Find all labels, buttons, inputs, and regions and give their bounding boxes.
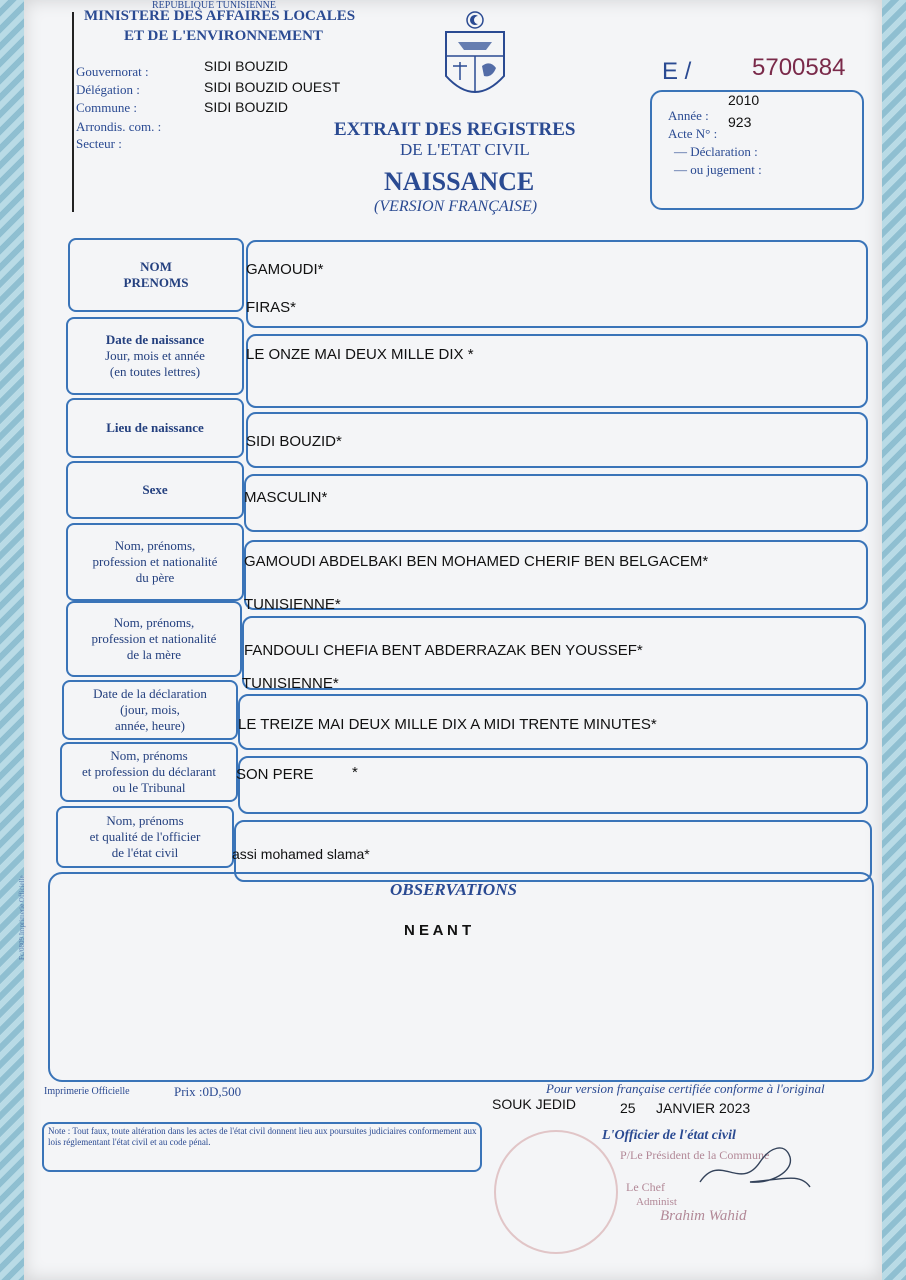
officier-label-box — [56, 806, 234, 868]
prix-label: Prix :0D,500 — [174, 1084, 242, 1099]
officier-value: assi mohamed slama* — [232, 846, 370, 862]
annee-label: Année : — [668, 108, 709, 123]
note-text: Note : Tout faux, toute altération dans les actes de l'état civil donnent lieu aux poursuites judiciaires conformement aux lois réglementant l'état civil et au code pénal. — [48, 1126, 477, 1147]
delegation-value: SIDI BOUZID OUEST — [204, 79, 341, 95]
sexe-value: MASCULIN* — [244, 489, 328, 506]
observations-title: OBSERVATIONS — [390, 880, 517, 899]
sexe-label-box — [66, 461, 244, 519]
declarant-value-box — [238, 756, 868, 814]
secteur-label: Secteur : — [76, 136, 122, 151]
declarant-label3: ou le Tribunal — [112, 780, 186, 795]
date-rest: JANVIER 2023 — [656, 1100, 751, 1116]
lieu-label: Lieu de naissance — [106, 420, 204, 435]
decl-value: LE TREIZE MAI DEUX MILLE DIX A MIDI TRENTE MINUTES* — [238, 716, 657, 733]
pere-label-box — [66, 523, 244, 601]
nom-label: NOM — [140, 259, 172, 274]
sexe-value-box — [244, 474, 868, 532]
ministry-line1: MINISTERE DES AFFAIRES LOCALES — [84, 8, 356, 24]
mere-nationality: TUNISIENNE* — [242, 675, 339, 692]
fold-line — [72, 12, 74, 212]
commune-label: Commune : — [76, 100, 138, 115]
declarant-label1: Nom, prénoms — [110, 748, 188, 763]
pere-label1: Nom, prénoms, — [114, 538, 196, 553]
declarant-label2: et profession du déclarant — [82, 764, 216, 779]
title-line1: EXTRAIT DES REGISTRES — [334, 119, 576, 140]
title-version: (VERSION FRANÇAISE) — [374, 198, 538, 215]
side-print: Fc/0809 Imprimerie Officielle — [18, 875, 26, 960]
gouvernorat-label: Gouvernorat : — [76, 64, 149, 79]
officier-label1: Nom, prénoms — [106, 813, 184, 828]
date-sublabel: Jour, mois et année — [105, 348, 205, 363]
lieu-value: SIDI BOUZID* — [246, 433, 342, 450]
acte-value: 923 — [728, 114, 752, 130]
jugement-label: — ou jugement : — [674, 162, 762, 177]
lieu-label-box — [66, 398, 244, 458]
nom-value: GAMOUDI* — [246, 261, 324, 278]
mere-label2: profession et nationalité — [91, 631, 217, 646]
pere-label3: du père — [135, 570, 175, 585]
mere-label1: Nom, prénoms, — [113, 615, 195, 630]
date-label: Date de naissance — [105, 332, 205, 347]
official-stamp-icon — [494, 1130, 618, 1254]
prenom-value: FIRAS* — [246, 299, 297, 316]
date-value: LE ONZE MAI DEUX MILLE DIX * — [246, 346, 474, 363]
decl-label1: Date de la déclaration — [93, 686, 207, 701]
sexe-label: Sexe — [142, 482, 168, 497]
declarant-value: SON PERE — [236, 766, 314, 783]
pere-value: GAMOUDI ABDELBAKI BEN MOHAMED CHERIF BEN BELGACEM* — [244, 553, 709, 570]
republic-label: REPUBLIQUE TUNISIENNE — [152, 0, 276, 11]
certified-label: Pour version française certifiée conforme à l'original — [546, 1081, 825, 1096]
stamp-line3: Administ — [636, 1196, 677, 1208]
arrondis-label: Arrondis. com. : — [76, 119, 162, 134]
stamp-line2: Le Chef — [626, 1180, 665, 1194]
nom-label-box — [68, 238, 244, 312]
officer-title: L'Officier de l'état civil — [602, 1128, 736, 1143]
observations-box — [48, 872, 874, 1082]
acte-label: Acte N° : — [668, 126, 718, 141]
mere-value: FANDOULI CHEFIA BENT ABDERRAZAK BEN YOUSSEF* — [244, 642, 643, 659]
stamp-line1: P/Le Président de la Commune — [620, 1148, 770, 1162]
decl-label2: (jour, mois, — [120, 702, 180, 717]
imprimerie-label: Imprimerie Officielle — [44, 1086, 130, 1097]
prenoms-label: PRENOMS — [123, 275, 189, 290]
gouvernorat-value: SIDI BOUZID — [204, 58, 289, 74]
declarant-star: * — [352, 764, 358, 781]
date-sublabel2: (en toutes lettres) — [109, 364, 201, 379]
doc-prefix: E / — [662, 58, 692, 85]
observations-value: N E A N T — [404, 922, 472, 939]
pere-label2: profession et nationalité — [92, 554, 218, 569]
ministry-line2: ET DE L'ENVIRONNEMENT — [124, 28, 323, 44]
delegation-label: Délégation : — [76, 82, 140, 97]
pere-nationality: TUNISIENNE* — [244, 596, 341, 613]
officier-label3: de l'état civil — [111, 845, 179, 860]
coat-of-arms-icon — [440, 6, 510, 108]
date-label-box — [66, 317, 244, 395]
declarant-label-box — [60, 742, 238, 802]
officier-label2: et qualité de l'officier — [89, 829, 201, 844]
stamp-name: Brahim Wahid — [660, 1208, 747, 1224]
title-line2: DE L'ETAT CIVIL — [400, 140, 530, 159]
decl-label3: année, heure) — [114, 718, 185, 733]
signature-icon — [690, 1132, 820, 1202]
annee-value: 2010 — [728, 92, 760, 108]
decl-label-box — [62, 680, 238, 740]
title-main: NAISSANCE — [384, 167, 535, 196]
place-value: SOUK JEDID — [492, 1096, 577, 1112]
commune-value: SIDI BOUZID — [204, 99, 289, 115]
doc-number: 5700584 — [752, 54, 846, 81]
date-day: 25 — [620, 1100, 636, 1116]
mere-label-box — [66, 601, 242, 677]
nom-value-box — [246, 240, 868, 328]
mere-label3: de la mère — [126, 647, 182, 662]
declaration-label: — Déclaration : — [674, 144, 758, 159]
